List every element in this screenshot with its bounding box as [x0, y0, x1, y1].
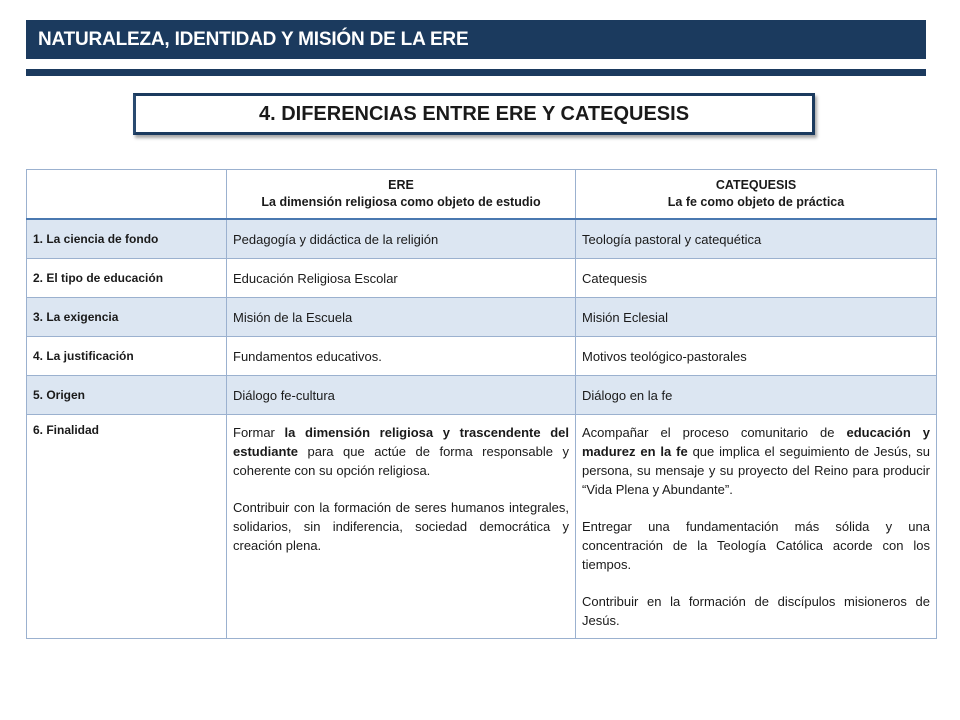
table-row — [27, 337, 937, 376]
ere-cell: Educación Religiosa Escolar — [227, 259, 576, 298]
table-row — [27, 259, 937, 298]
header-catequesis-subtitle: La fe como objeto de práctica — [667, 195, 845, 209]
comparison-table — [26, 169, 937, 639]
catequesis-cell: Catequesis — [576, 259, 937, 298]
catequesis-cell: Misión Eclesial — [576, 298, 937, 337]
title-underline-divider — [26, 69, 926, 76]
ere-cell: Misión de la Escuela — [227, 298, 576, 337]
catequesis-cell: Diálogo en la fe — [576, 376, 937, 415]
catequesis-cell: Teología pastoral y catequética — [576, 219, 937, 259]
table-header-row — [27, 170, 937, 220]
catequesis-finalidad-cell — [576, 415, 937, 639]
ere-cell: Fundamentos educativos. — [227, 337, 576, 376]
table-row — [27, 298, 937, 337]
header-catequesis-title: CATEQUESIS — [715, 178, 797, 192]
header-ere-subtitle: La dimensión religiosa como objeto de estudio — [261, 195, 541, 209]
ere-cell: Pedagogía y didáctica de la religión — [227, 219, 576, 259]
text-span: para que actúe de forma responsable y coherente con su opción religiosa. — [233, 444, 569, 478]
table-row-finalidad — [27, 415, 937, 639]
header-ere-title: ERE — [388, 178, 414, 192]
row-label: 3. La exigencia — [27, 298, 227, 337]
ere-finalidad-cell — [227, 415, 576, 639]
row-label: 2. El tipo de educación — [27, 259, 227, 298]
header-catequesis — [576, 170, 937, 220]
emphasis-text: educación y madurez en la fe — [582, 425, 931, 459]
catequesis-finalidad-paragraph-1 — [582, 423, 930, 499]
table-row — [27, 219, 937, 259]
header-ere — [227, 170, 576, 220]
table-row — [27, 376, 937, 415]
text-span: Formar — [233, 425, 285, 440]
catequesis-finalidad-paragraph-2: Entregar una fundamentación más sólida y una concentración de la Teología Católica acorde con los tiempos. — [582, 519, 930, 572]
section-subtitle: 4. DIFERENCIAS ENTRE ERE Y CATEQUESIS — [133, 93, 815, 135]
slide-title: NATURALEZA, IDENTIDAD Y MISIÓN DE LA ERE — [26, 20, 926, 59]
text-span: que implica el seguimiento de Jesús, su persona, su mensaje y su proyecto del Reino para producir “Vida Plena y Abundante”. — [582, 444, 930, 497]
ere-cell: Diálogo fe-cultura — [227, 376, 576, 415]
ere-finalidad-paragraph-2: Contribuir con la formación de seres humanos integrales, solidarios, sin indiferencia, sociedad democrática y creación plena. — [233, 500, 569, 553]
emphasis-text: la dimensión religiosa y trascendente del estudiante — [233, 425, 569, 459]
row-label: 6. Finalidad — [27, 415, 227, 639]
row-label: 5. Origen — [27, 376, 227, 415]
row-label: 1. La ciencia de fondo — [27, 219, 227, 259]
row-label: 4. La justificación — [27, 337, 227, 376]
ere-finalidad-paragraph-1 — [233, 423, 569, 480]
text-span: Acompañar el proceso comunitario de — [582, 425, 847, 440]
catequesis-cell: Motivos teológico-pastorales — [576, 337, 937, 376]
catequesis-finalidad-paragraph-3: Contribuir en la formación de discípulos misioneros de Jesús. — [582, 594, 930, 628]
header-empty-cell — [27, 170, 227, 220]
